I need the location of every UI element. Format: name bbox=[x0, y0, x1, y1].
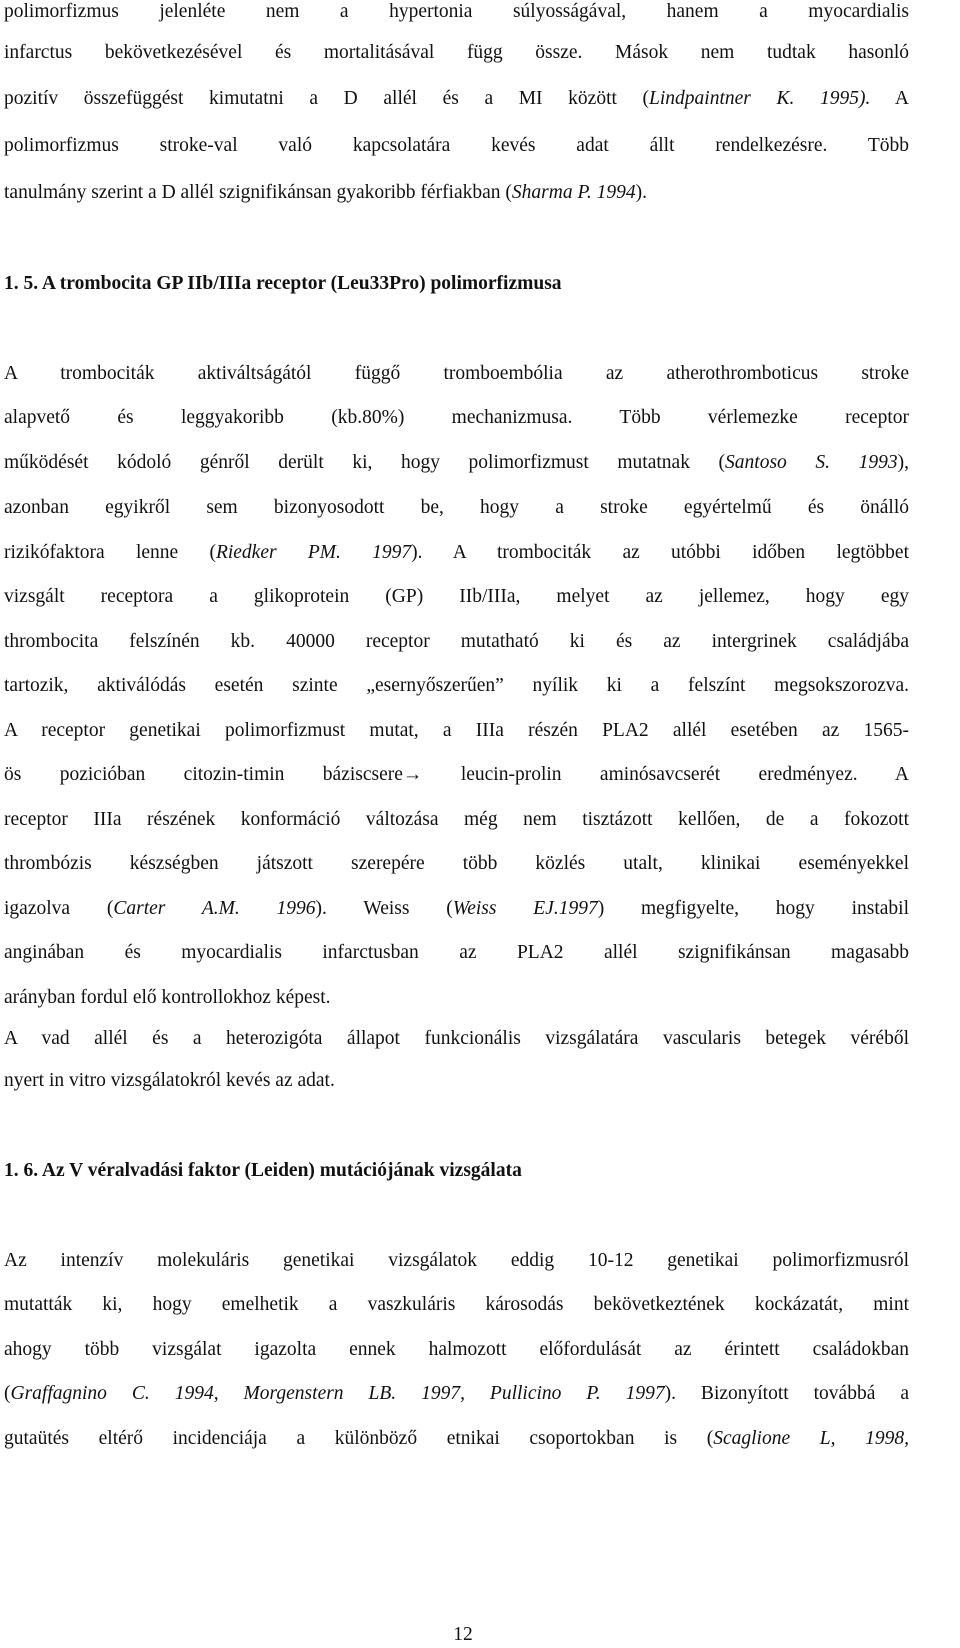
text-line bbox=[4, 894, 909, 924]
text-line bbox=[4, 1379, 909, 1409]
text-line: receptor IIIa részének konformáció változása még nem tisztázott kellően, de a fokozott bbox=[4, 809, 909, 830]
text-line: infarctus bekövetkezésével és mortalitásával függ össze. Mások nem tudtak hasonló bbox=[4, 42, 909, 63]
text-line: anginában és myocardialis infarctusban az PLA2 allél szignifikánsan magasabb bbox=[4, 942, 909, 963]
text-span: A bbox=[870, 88, 910, 109]
text-span: ). Bizonyított továbbá a bbox=[664, 1383, 909, 1404]
citation: Carter A.M. 1996 bbox=[113, 898, 316, 919]
text-span: ), bbox=[897, 452, 909, 473]
citation: Riedker PM. 1997 bbox=[215, 542, 412, 563]
citation: Graffagnino C. 1994, Morgenstern LB. 1997, Pullicino P. 1997 bbox=[10, 1383, 665, 1404]
text-line bbox=[4, 448, 909, 478]
text-line bbox=[4, 538, 909, 568]
text-span: pozitív összefüggést kimutatni a D allél és a MI között ( bbox=[4, 88, 650, 109]
text-line: mutatták ki, hogy emelhetik a vaszkuláris károsodás bekövetkeztének kockázatát, mint bbox=[4, 1294, 909, 1315]
text-line bbox=[4, 178, 909, 208]
page-number: 12 bbox=[453, 1624, 473, 1645]
text-line: A trombociták aktiváltságától függő tromboembólia az atherothromboticus stroke bbox=[4, 363, 909, 384]
text-line: polimorfizmus jelenléte nem a hypertonia súlyosságával, hanem a myocardialis bbox=[4, 1, 909, 22]
text-line bbox=[4, 1424, 909, 1454]
text-span: ( bbox=[4, 1383, 11, 1404]
text-span: ) megfigyelte, hogy instabil bbox=[597, 898, 910, 919]
text-line: ös pozicióban citozin-timin báziscsere→ leucin-prolin aminósavcserét eredményez. A bbox=[4, 764, 909, 785]
text-line bbox=[4, 84, 909, 114]
section-heading: 1. 5. A trombocita GP IIb/IIIa receptor (Leu33Pro) polimorfizmusa bbox=[4, 273, 562, 294]
text-line: ahogy több vizsgálat igazolta ennek halmozott előfordulását az érintett családokban bbox=[4, 1339, 909, 1360]
citation: Lindpaintner K. 1995). bbox=[649, 88, 871, 109]
citation: Santoso S. 1993 bbox=[725, 452, 898, 473]
text-line: vizsgált receptora a glikoprotein (GP) IIb/IIIa, melyet az jellemez, hogy egy bbox=[4, 586, 909, 607]
text-span: rizikófaktora lenne ( bbox=[4, 542, 216, 563]
citation: Weiss EJ.1997 bbox=[452, 898, 598, 919]
text-line: alapvető és leggyakoribb (kb.80%) mechanizmusa. Több vérlemezke receptor bbox=[4, 407, 909, 428]
text-line: nyert in vitro vizsgálatokról kevés az adat. bbox=[4, 1070, 335, 1091]
text-line: azonban egyikről sem bizonyosodott be, hogy a stroke egyértelmű és önálló bbox=[4, 497, 909, 518]
text-line: Az intenzív molekuláris genetikai vizsgálatok eddig 10-12 genetikai polimorfizmusról bbox=[4, 1250, 909, 1271]
text-span: igazolva ( bbox=[4, 898, 114, 919]
text-span: ). Weiss ( bbox=[315, 898, 453, 919]
text-line: thrombocita felszínén kb. 40000 receptor mutatható ki és az intergrinek családjába bbox=[4, 631, 909, 652]
text-line: thrombózis készségben játszott szerepére több közlés utalt, klinikai eseményekkel bbox=[4, 853, 909, 874]
text-span: tanulmány szerint a D allél szignifikánsan gyakoribb férfiakban ( bbox=[4, 182, 512, 203]
text-line: tartozik, aktiválódás esetén szinte „esernyőszerűen” nyílik ki a felszínt megsokszorozva. bbox=[4, 675, 909, 696]
section-heading: 1. 6. Az V véralvadási faktor (Leiden) mutációjának vizsgálata bbox=[4, 1160, 522, 1181]
text-span: működését kódoló génről derült ki, hogy polimorfizmust mutatnak ( bbox=[4, 452, 726, 473]
text-line: A vad allél és a heterozigóta állapot funkcionális vizsgálatára vascularis betegek véréből bbox=[4, 1028, 909, 1049]
text-line: A receptor genetikai polimorfizmust mutat, a IIIa részén PLA2 allél esetében az 1565- bbox=[4, 720, 909, 741]
text-line: polimorfizmus stroke-val való kapcsolatára kevés adat állt rendelkezésre. Több bbox=[4, 135, 909, 156]
text-span: ). bbox=[635, 182, 647, 203]
text-span: ). A trombociták az utóbbi időben legtöbbet bbox=[411, 542, 910, 563]
citation: Sharma P. 1994 bbox=[511, 182, 636, 203]
text-line: arányban fordul elő kontrollokhoz képest. bbox=[4, 987, 331, 1008]
citation: Scaglione L, 1998, bbox=[713, 1428, 909, 1449]
text-span: gutaütés eltérő incidenciája a különböző etnikai csoportokban is ( bbox=[4, 1428, 714, 1449]
